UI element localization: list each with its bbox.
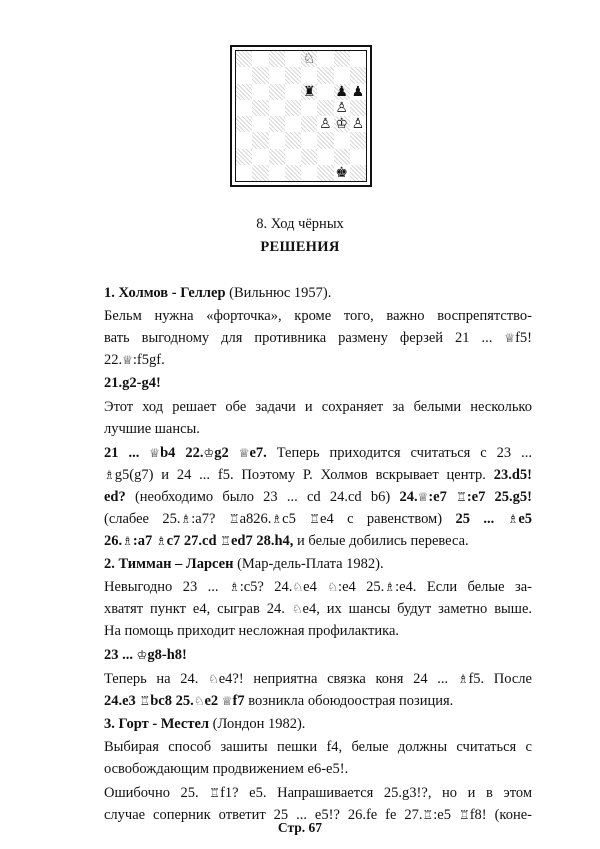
chess-figurine-icon: ♗ bbox=[457, 672, 469, 686]
square-d3 bbox=[285, 132, 301, 148]
text-line bbox=[104, 374, 532, 392]
text-segment: Ошибочно 25. bbox=[104, 785, 210, 801]
chess-figurine-icon: ♔ bbox=[136, 648, 148, 662]
text-line bbox=[104, 444, 532, 462]
text-line bbox=[104, 466, 532, 484]
square-c2 bbox=[269, 149, 285, 165]
text-segment: случае соперник ответит 25 ... e5!? 26.fe fe 27. bbox=[104, 807, 423, 823]
chess-figurine-icon: ♕ bbox=[122, 353, 133, 367]
chess-figurine-icon: ♕ bbox=[417, 490, 429, 504]
text-segment: вать выгодному для противника размену ферзей 21 ... bbox=[104, 330, 505, 346]
text-segment: e4, их шансы будут заметно выше. bbox=[302, 601, 533, 617]
chess-piece: ♘ bbox=[302, 51, 316, 68]
text-segment: Выбирая способ зашиты пешки f4, белые должны считаться с bbox=[104, 739, 532, 755]
text-line bbox=[104, 646, 532, 664]
text-line bbox=[104, 420, 532, 438]
square-b6 bbox=[252, 84, 268, 100]
chess-figurine-icon: ♖ bbox=[228, 512, 240, 526]
square-h8 bbox=[350, 51, 366, 67]
text-segment: f5! bbox=[515, 330, 532, 346]
text-line bbox=[104, 784, 532, 802]
chess-piece: ♔ bbox=[335, 116, 348, 133]
text-line bbox=[104, 398, 532, 416]
text-segment: 24.e3 bbox=[104, 693, 140, 709]
chess-piece: ♚ bbox=[335, 164, 348, 181]
square-g6 bbox=[334, 84, 350, 100]
text-segment: 26. bbox=[104, 533, 123, 549]
text-segment: освобождающим продвижением e6-e5!. bbox=[104, 761, 349, 777]
square-a6 bbox=[236, 84, 252, 100]
chess-figurine-icon: ♗ bbox=[180, 512, 192, 526]
chess-piece: ♙ bbox=[335, 99, 348, 116]
text-segment: 23.d5! bbox=[493, 467, 532, 483]
square-f6 bbox=[317, 84, 333, 100]
text-segment: g2 bbox=[214, 445, 239, 461]
chess-piece: ♙ bbox=[319, 116, 332, 133]
square-e1 bbox=[301, 165, 317, 181]
square-h7 bbox=[350, 67, 366, 83]
square-g8 bbox=[334, 51, 350, 67]
square-g1 bbox=[334, 165, 350, 181]
text-segment: :f5gf. bbox=[132, 352, 165, 368]
square-b8 bbox=[252, 51, 268, 67]
square-a7 bbox=[236, 67, 252, 83]
text-segment: 2. Тимман – Ларсен bbox=[104, 556, 234, 572]
square-a8 bbox=[236, 51, 252, 67]
text-segment: 1. Холмов - Геллер bbox=[104, 285, 226, 301]
chess-figurine-icon: ♗ bbox=[155, 534, 167, 548]
square-c8 bbox=[269, 51, 285, 67]
square-b5 bbox=[252, 100, 268, 116]
square-b7 bbox=[252, 67, 268, 83]
text-segment: Бельм нужна «форточка», кроме того, важно воспрепятство- bbox=[104, 308, 532, 324]
text-segment: c5 bbox=[282, 511, 310, 527]
solutions-heading: РЕШЕНИЯ bbox=[260, 239, 340, 255]
text-line bbox=[104, 622, 532, 640]
text-segment: f5. После bbox=[468, 671, 532, 687]
text-segment: возникла обоюдоострая позиция. bbox=[244, 693, 454, 709]
text-segment: :e7 25.g5! bbox=[466, 489, 533, 505]
square-a3 bbox=[236, 132, 252, 148]
chess-piece: ♟ bbox=[351, 83, 365, 100]
square-a1 bbox=[236, 165, 252, 181]
text-segment: e5 bbox=[518, 511, 533, 527]
text-line bbox=[104, 738, 532, 756]
chess-diagram bbox=[230, 45, 372, 187]
square-g7 bbox=[334, 67, 350, 83]
square-f7 bbox=[317, 67, 333, 83]
square-d8 bbox=[285, 51, 301, 67]
text-segment: ed7 28.h4, bbox=[230, 533, 294, 549]
text-segment: лучшие шансы. bbox=[104, 421, 200, 437]
diagram-caption: 8. Ход чёрных bbox=[256, 216, 344, 232]
text-line bbox=[104, 532, 532, 550]
square-c6 bbox=[269, 84, 285, 100]
text-segment: 22. bbox=[104, 352, 123, 368]
square-f1 bbox=[317, 165, 333, 181]
text-segment: :a7? bbox=[191, 511, 229, 527]
square-g4 bbox=[334, 116, 350, 132]
square-b1 bbox=[252, 165, 268, 181]
chess-figurine-icon: ♘ bbox=[193, 694, 205, 708]
square-e8 bbox=[301, 51, 317, 67]
square-g3 bbox=[334, 132, 350, 148]
square-f3 bbox=[317, 132, 333, 148]
text-segment: и белые добились перевеса. bbox=[293, 533, 469, 549]
text-segment: c7 27.cd bbox=[166, 533, 221, 549]
square-c1 bbox=[269, 165, 285, 181]
square-d7 bbox=[285, 67, 301, 83]
square-f4 bbox=[317, 116, 333, 132]
square-e7 bbox=[301, 67, 317, 83]
chess-figurine-icon: ♘ bbox=[292, 580, 304, 594]
chess-piece: ♟ bbox=[335, 83, 348, 100]
text-segment: 3. Горт - Местел bbox=[104, 716, 210, 732]
text-line bbox=[104, 488, 532, 506]
square-h2 bbox=[350, 149, 366, 165]
page-number: Стр. 67 bbox=[277, 820, 323, 835]
square-a5 bbox=[236, 100, 252, 116]
chess-figurine-icon: ♕ bbox=[149, 446, 161, 460]
text-segment: f7 bbox=[232, 693, 245, 709]
text-segment: ed? bbox=[104, 489, 126, 505]
square-f8 bbox=[317, 51, 333, 67]
square-a2 bbox=[236, 149, 252, 165]
text-segment: :e4 25. bbox=[338, 579, 385, 595]
chess-figurine-icon: ♗ bbox=[104, 468, 115, 482]
text-segment: b4 22. bbox=[160, 445, 204, 461]
text-segment: bc8 25. bbox=[150, 693, 194, 709]
text-segment: e4 bbox=[303, 579, 328, 595]
text-segment: e7. bbox=[249, 445, 267, 461]
text-segment: e2 bbox=[204, 693, 222, 709]
square-e5 bbox=[301, 100, 317, 116]
square-b4 bbox=[252, 116, 268, 132]
chess-piece: ♜ bbox=[302, 83, 316, 100]
chess-figurine-icon: ♘ bbox=[327, 580, 339, 594]
square-h1 bbox=[350, 165, 366, 181]
square-e3 bbox=[301, 132, 317, 148]
text-segment: (необходимо было 23 ... cd 24.cd b6) bbox=[125, 489, 400, 505]
square-h5 bbox=[350, 100, 366, 116]
text-segment: :e5 bbox=[433, 807, 459, 823]
text-line bbox=[104, 329, 532, 347]
square-h4 bbox=[350, 116, 366, 132]
text-segment: :c5? 24. bbox=[239, 579, 293, 595]
chess-figurine-icon: ♗ bbox=[122, 534, 133, 548]
text-segment: e4?! неприятна связка коня 24 ... bbox=[218, 671, 458, 687]
chess-figurine-icon: ♖ bbox=[456, 490, 467, 504]
square-e2 bbox=[301, 149, 317, 165]
text-segment: 21 ... bbox=[104, 445, 150, 461]
square-g5 bbox=[334, 100, 350, 116]
chess-figurine-icon: ♕ bbox=[238, 446, 250, 460]
text-segment: :e4. Если белые за- bbox=[395, 579, 532, 595]
text-segment: Теперь на 24. bbox=[104, 671, 208, 687]
text-segment: 21.g2-g4! bbox=[104, 375, 161, 391]
square-c5 bbox=[269, 100, 285, 116]
text-segment: хватят пункт e4, сыграв 24. bbox=[104, 601, 292, 617]
square-g2 bbox=[334, 149, 350, 165]
chess-piece: ♙ bbox=[351, 116, 365, 133]
chess-figurine-icon: ♗ bbox=[228, 580, 240, 594]
chess-figurine-icon: ♖ bbox=[209, 786, 221, 800]
text-segment: :a7 bbox=[132, 533, 156, 549]
text-segment: Этот ход решает обе задачи и сохраняет за белыми несколько bbox=[104, 399, 532, 415]
text-segment: (слабее 25. bbox=[104, 511, 181, 527]
chess-figurine-icon: ♖ bbox=[220, 534, 231, 548]
text-segment: 23 ... bbox=[104, 647, 137, 663]
text-segment: f1? e5. Напрашивается 25.g3!?, но и в этом bbox=[220, 785, 532, 801]
chess-figurine-icon: ♕ bbox=[221, 694, 233, 708]
text-segment: (Вильнюс 1957). bbox=[225, 285, 332, 301]
chess-board bbox=[235, 50, 367, 182]
text-line bbox=[104, 715, 532, 733]
square-h3 bbox=[350, 132, 366, 148]
square-e4 bbox=[301, 116, 317, 132]
text-line bbox=[104, 555, 532, 573]
chess-figurine-icon: ♕ bbox=[504, 331, 516, 345]
text-segment: 24. bbox=[399, 489, 418, 505]
chess-figurine-icon: ♗ bbox=[507, 512, 519, 526]
text-segment: (Мар-дель-Плата 1982). bbox=[233, 556, 384, 572]
chess-figurine-icon: ♗ bbox=[384, 580, 396, 594]
square-d1 bbox=[285, 165, 301, 181]
square-c3 bbox=[269, 132, 285, 148]
square-d5 bbox=[285, 100, 301, 116]
chess-figurine-icon: ♖ bbox=[422, 808, 434, 822]
chess-figurine-icon: ♘ bbox=[207, 672, 219, 686]
text-segment: :e7 bbox=[428, 489, 457, 505]
square-b3 bbox=[252, 132, 268, 148]
square-c4 bbox=[269, 116, 285, 132]
square-d4 bbox=[285, 116, 301, 132]
square-f5 bbox=[317, 100, 333, 116]
text-line bbox=[104, 670, 532, 688]
square-c7 bbox=[269, 67, 285, 83]
square-b2 bbox=[252, 149, 268, 165]
text-line bbox=[104, 307, 532, 325]
text-segment: f8! (коне- bbox=[469, 807, 532, 823]
text-line bbox=[104, 351, 532, 369]
text-line bbox=[104, 284, 532, 302]
chess-figurine-icon: ♔ bbox=[203, 446, 215, 460]
square-h6 bbox=[350, 84, 366, 100]
text-line bbox=[104, 692, 532, 710]
square-a4 bbox=[236, 116, 252, 132]
square-f2 bbox=[317, 149, 333, 165]
square-d6 bbox=[285, 84, 301, 100]
square-d2 bbox=[285, 149, 301, 165]
chess-figurine-icon: ♘ bbox=[291, 602, 303, 616]
text-segment: g8-h8! bbox=[147, 647, 187, 663]
text-segment: Невыгодно 23 ... bbox=[104, 579, 229, 595]
text-line bbox=[104, 600, 532, 618]
text-segment: Теперь приходится считаться с 23 ... bbox=[266, 445, 533, 461]
text-segment: 25 ... bbox=[455, 511, 508, 527]
text-segment: g5(g7) и 24 ... f5. Поэтому Р. Холмов вскрывает центр. bbox=[114, 467, 494, 483]
chess-figurine-icon: ♖ bbox=[458, 808, 470, 822]
chess-figurine-icon: ♖ bbox=[309, 512, 321, 526]
chess-figurine-icon: ♗ bbox=[271, 512, 283, 526]
chess-figurine-icon: ♖ bbox=[139, 694, 151, 708]
text-segment: a826. bbox=[239, 511, 272, 527]
text-line bbox=[104, 510, 532, 528]
square-e6 bbox=[301, 84, 317, 100]
text-segment: e4 с равенством) bbox=[320, 511, 456, 527]
text-segment: (Лондон 1982). bbox=[209, 716, 306, 732]
text-line bbox=[104, 760, 532, 778]
text-line bbox=[104, 578, 532, 596]
text-segment: На помощь приходит несложная профилактика. bbox=[104, 623, 400, 639]
